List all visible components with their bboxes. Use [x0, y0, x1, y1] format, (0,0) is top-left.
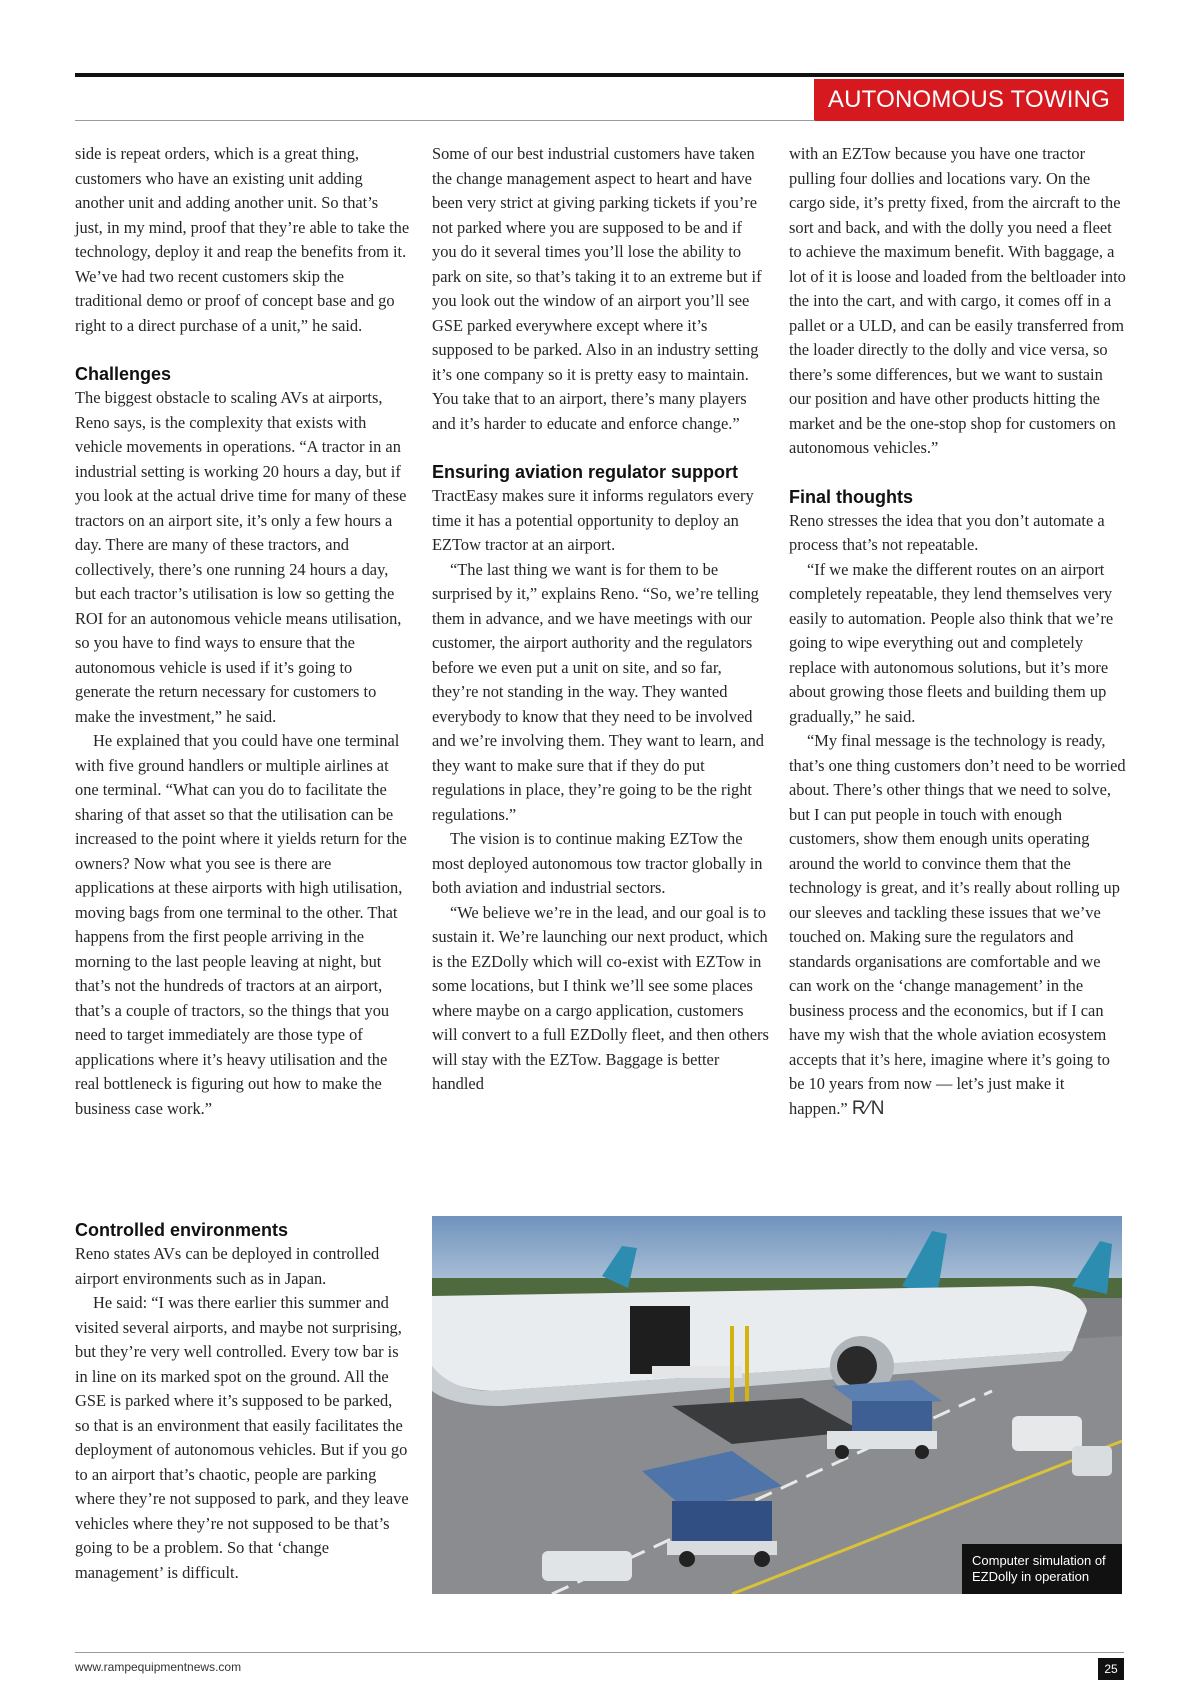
paragraph: Reno stresses the idea that you don’t automate a process that’s not repeatable. — [789, 510, 1105, 554]
paragraph: Reno states AVs can be deployed in controlled airport environments such as in Japan. — [75, 1244, 380, 1288]
column-1-lower — [75, 1218, 410, 1585]
column-3 — [789, 142, 1126, 1121]
footer-url: www.rampequipmentnews.com — [75, 1660, 242, 1674]
paragraph: TractEasy makes sure it informs regulators every time it has a potential opportunity to deploy an EZTow tractor at an airport. — [432, 486, 754, 554]
subheading-final-thoughts: Final thoughts — [789, 486, 913, 507]
subheading-controlled-environments: Controlled environments — [75, 1220, 289, 1240]
column-1 — [75, 142, 410, 1121]
end-mark-logo: R⁄N — [851, 1097, 886, 1119]
footer-divider — [75, 1652, 1124, 1653]
header-rule — [75, 73, 1124, 77]
paragraph: side is repeat orders, which is a great thing, customers who have an existing unit adding another unit and adding another unit. So that’s just, in my mind, proof that they’re able to take the technology, deploy it and reap the benefits from it. We’ve had two recent customers skip the traditional demo or proof of concept base and go right to a direct purchase of a unit,” he said. — [75, 144, 410, 335]
paragraph — [789, 729, 1126, 1121]
image-caption: Computer simulation of EZDolly in operation — [962, 1544, 1122, 1594]
subheading-regulator-support: Ensuring aviation regulator support — [432, 462, 739, 482]
paragraph: “If we make the different routes on an airport completely repeatable, they lend themselves very easily to automation. People also think that we’re going to wipe everything out and completely replace with autonomous solutions, but it’s more about growing those fleets and building them up gradually,” he said. — [789, 559, 1114, 726]
column-2 — [432, 142, 769, 1097]
paragraph: “We believe we’re in the lead, and our goal is to sustain it. We’re launching our next product, which is the EZDolly which will co-exist with EZTow in some locations, but I think we’ll see some places where maybe on a cargo application, customers will convert to a full EZDolly fleet, and then others will stay with the EZTow. Baggage is better handled — [432, 902, 769, 1093]
paragraph: The biggest obstacle to scaling AVs at airports, Reno says, is the complexity that exists with vehicle movements in operations. “A tractor in an industrial setting is working 20 hours a day, but if you look at the actual drive time for many of these tractors on an airport site, it’s only a few hours a day. There are many of these tractors, and collectively, there’s one running 24 hours a day, but each tractor’s utilisation is low so getting the ROI for an autonomous vehicle means utilisation, so you have to find ways to ensure that the autonomous vehicle is used if it’s going to generate the return necessary for customers to make the investment,” he said. — [75, 388, 407, 726]
paragraph: Some of our best industrial customers have taken the change management aspect to heart and have been very strict at giving parking tickets if you’re not parked where you are supposed to be and if you do it several times you’ll lose the ability to park on site, so that’s taking it to an extreme but if you look out the window of an airport you’ll see GSE parked everywhere except where it’s supposed to be parked. Also in an industry setting it’s one company so it is pretty easy to maintain. You take that to an airport, there’s many players and it’s harder to educate and enforce change.” — [432, 144, 762, 433]
airport-scene-illustration — [432, 1216, 1122, 1594]
page-number: 25 — [1098, 1658, 1124, 1680]
section-label: AUTONOMOUS TOWING — [814, 79, 1124, 121]
simulation-image — [432, 1216, 1122, 1594]
paragraph: The vision is to continue making EZTow the most deployed autonomous tow tractor globally in both aviation and industrial sectors. — [432, 829, 763, 897]
header-divider — [75, 120, 815, 121]
subheading-challenges: Challenges — [75, 364, 172, 384]
paragraph: “The last thing we want is for them to be surprised by it,” explains Reno. “So, we’re telling them in advance, and we have meetings with our customer, the airport authority and the regulators before we even put a unit on site, and so far, they’re not standing in the way. They wanted everybody to know that they need to be involved and we’re involving them. They want to learn, and they want to make sure that if they do put regulations in place, they’re going to be the right regulations.” — [432, 559, 764, 824]
paragraph: He explained that you could have one terminal with five ground handlers or multiple airlines at one terminal. “What can you do to facilitate the sharing of that asset so that the utilisation can be increased to the point where it yields return for the owners? Now what you see is there are applications at these airports with high utilisation, moving bags from one terminal to the other. That happens from the first people arriving in the morning to the last people leaving at night, but that’s not the hundreds of tractors at an airport, that’s a couple of tractors, so the things that you need to target immediately are those type of applications where it’s heavy utilisation and the real bottleneck is figuring out how to make the business case work.” — [75, 731, 407, 1118]
paragraph-text: “My final message is the technology is ready, that’s one thing customers don’t need to be worried about. There’s other things that we need to solve, but I can put people in touch with enough customers, show them enough units operating around the world to convince them that the technology is great, and it’s really about rolling up our sleeves and tackling these issues that we’ve touched on. Making sure the regulators and standards organisations are comfortable and we can work on the ‘change management’ in the business process and the economics, but if I can have my wish that the whole aviation ecosystem accepts that it’s here, imagine where it’s going to be 10 years from now — let’s just make it happen.” — [789, 731, 1126, 1118]
paragraph: with an EZTow because you have one tractor pulling four dollies and locations vary. On the cargo side, it’s pretty fixed, from the aircraft to the sort and back, and with the dolly you need a fleet to achieve the maximum benefit. With baggage, a lot of it is loose and loaded from the beltloader into the into the cart, and with cargo, it comes off in a pallet or a ULD, and can be easily transferred from the loader directly to the dolly and vice versa, so there’s some differences, but we want to sustain our position and have other products hitting the market and be the one-stop shop for customers on autonomous vehicles.” — [789, 144, 1126, 457]
paragraph: He said: “I was there earlier this summer and visited several airports, and maybe not surprising, but they’re very well controlled. Every tow bar is in line on its marked spot on the ground. All the GSE is parked where it’s supposed to be parked, so that is an environment that easily facilitates the deployment of autonomous vehicles. But if you go to an airport that’s chaotic, people are parking where they’re not supposed to park, and they leave vehicles where they’re not supposed to be that’s going to be a problem. So that ‘change management’ is difficult. — [75, 1293, 409, 1582]
